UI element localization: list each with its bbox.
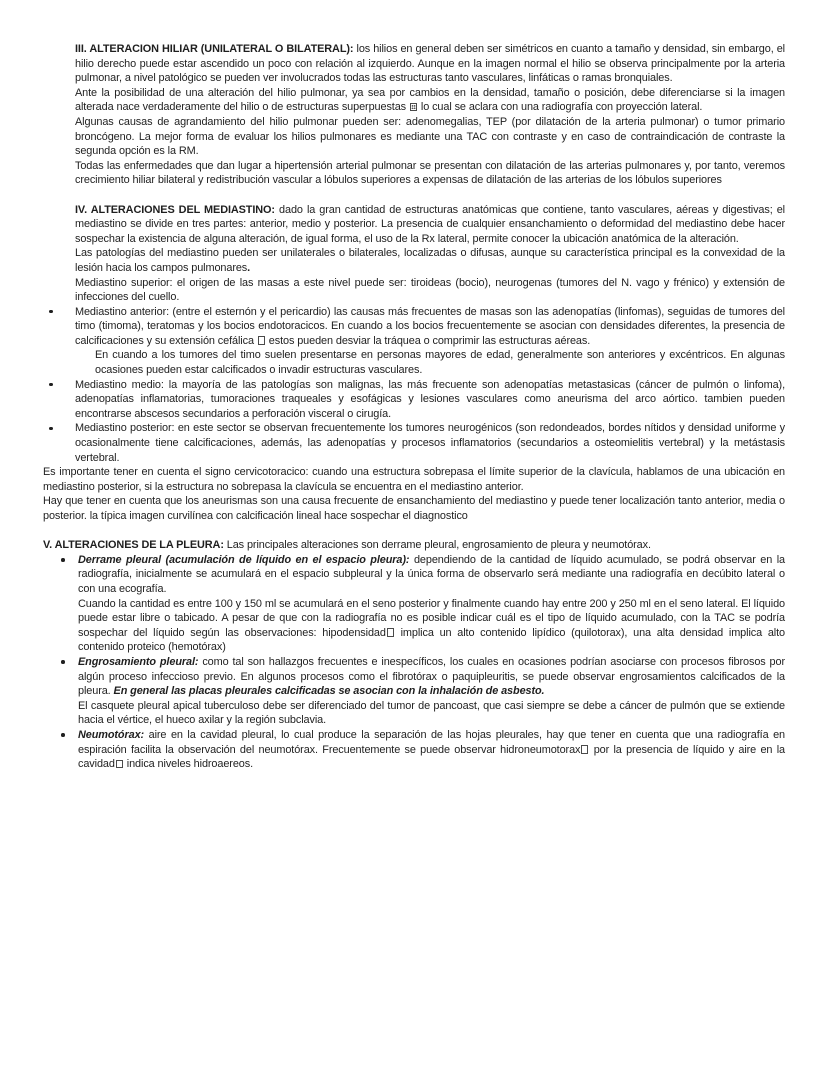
paragraph bbox=[75, 246, 785, 275]
bullet-text: indica niveles hidroaereos. bbox=[123, 758, 254, 771]
paragraph bbox=[43, 538, 785, 553]
missing-glyph-icon bbox=[258, 336, 265, 345]
paragraph-text: dado la gran cantidad de estructuras anatómicas que contiene, tanto vasculares, aéreas y digestivas; el mediastino se divide en tres partes: anterior, medio y posterior. La presencia de cualquier ensanchamiento o deformidad del mediastino debe hacer sospechar la existencia de alguna alteración, de igual forma, el uso de la Rx lateral, permite conocer la ubicación anatómica de la alteración. bbox=[75, 203, 785, 245]
paragraph-text: Ante la posibilidad de una alteración del hilio pulmonar, ya sea por cambios en la densidad, tamaño o posición, debe diferenciarse si la imagen alterada nace verdaderamente del hilio o de estructuras superpuestas bbox=[75, 86, 785, 114]
paragraph-text: implica un alto contenido lipídico (quilotorax), una alta densidad implica alto contenido proteico (hemotórax) bbox=[78, 626, 785, 654]
paragraph-text: los hilios en general deben ser simétricos en cuanto a tamaño y densidad, sin embargo, el hilio derecho puede estar ascendido un poco con relación al izquierdo. Aunque en la imagen normal el hilio se observa principalmente por la arteria pulmonar, a nivel patológico se pueden ver involucrados todas las estructuras tanto vasculares, linfáticas o ramas bronquiales. bbox=[75, 43, 785, 85]
bullet-item-engrosamiento-pleural bbox=[43, 655, 785, 728]
section-heading-iii: III. ALTERACION HILIAR (UNILATERAL O BILATERAL): bbox=[75, 43, 354, 55]
paragraph-text: Las principales alteraciones son derrame pleural, engrosamiento de pleura y neumotórax. bbox=[223, 539, 651, 552]
paragraph: Todas las enfermedades que dan lugar a hipertensión arterial pulmonar se presentan con dilatación de las arterias pulmonares y, por tanto, veremos crecimiento hiliar bilateral y redistribución vascular a lóbulos superiores a expensas de dilatación de las arterias de los lóbulos superiores bbox=[75, 159, 785, 187]
bullet-lead: Engrosamiento pleural: bbox=[78, 655, 199, 668]
paragraph: Mediastino superior: el origen de las masas a este nivel puede ser: tiroideas (bocio), neurogenas (tumores del N. vago y frénico) y extensión de infecciones del cuello. bbox=[75, 276, 785, 304]
bullet-item-mediastino-medio: Mediastino medio: la mayoría de las patologías son malignas, las más frecuente son adenopatías metastasicas (cáncer de pulmón o linfoma), adenopatías inflamatorias, tumoraciones traqueales y esofágicas y lesiones vasculares como aneurisma del arco aórtico. tambien pueden encontrarse abscesos secundarios a perforación visceral o cirugía. bbox=[43, 378, 785, 422]
section-alteracion-hiliar bbox=[43, 42, 785, 188]
sub-paragraph bbox=[78, 597, 785, 655]
bullet-list-mediastino bbox=[43, 305, 785, 466]
bullet-text: como tal son hallazgos frecuentes e inespecíficos, los cuales en ocasiones podrían asociarse con procesos fibrosos por algún proceso infeccioso previo. En algunos procesos como el fibrotórax o paquipleuritis, se puede observar engrosamientos calcificados de la pleura. bbox=[78, 655, 785, 698]
emphasis-text: En general las placas pleurales calcificadas se asocian con la inhalación de asbesto. bbox=[113, 685, 545, 698]
section-heading-iv: IV. ALTERACIONES DEL MEDIASTINO: bbox=[75, 203, 275, 216]
bold-period: . bbox=[247, 261, 251, 274]
bullet-item-neumotorax bbox=[43, 728, 785, 772]
bullet-lead: Derrame pleural (acumulación de líquido en el espacio pleura): bbox=[78, 553, 410, 566]
missing-glyph-icon bbox=[387, 628, 394, 637]
missing-glyph-icon bbox=[581, 745, 588, 754]
paragraph bbox=[75, 42, 785, 86]
bullet-text: aire en la cavidad pleural, lo cual produce la separación de las hojas pleurales, hay que tener en cuenta que una radiografía en espiración facilita la observación del neumotórax. Frecuentemente se puede observar hidroneumotorax bbox=[78, 728, 785, 756]
paragraph-text: Cuando la cantidad es entre 100 y 150 ml se acumulará en el seno posterior y finalmente cuando hay entre 200 y 250 ml en el seno lateral. El líquido puede estar libre o tabicado. A pesar de que con la radiografía no es posible indicar cuál es el tipo de líquido acumulado, con la TAC se podría sospechar del líquido según las observaciones: hipodensidad bbox=[78, 597, 785, 639]
paragraph-text: lo cual se aclara con una radiografía con proyección lateral. bbox=[417, 101, 703, 114]
bullet-lead: Neumotórax: bbox=[78, 728, 145, 741]
section-alteraciones-pleura bbox=[43, 538, 785, 772]
bullet-text: dependiendo de la cantidad de líquido acumulado, se podrá observar en la radiografía, inicialmente se acumulará en el espacio subpleural y la única forma de observarlo será mediante una radiografía en decúbito lateral o con una ecografía. bbox=[78, 553, 785, 595]
bullet-text: Mediastino anterior: (entre el esternón y el pericardio) las causas más frecuentes de masas son las adenopatías (linfomas), seguidas de tumores del timo (timoma), teratomas y los bocios endotoracicos. En cuando a los bocios frecuentemente se asocian con densidades diferentes, la presencia de calcificaciones y su extensión cefálica bbox=[75, 305, 785, 347]
missing-glyph-icon bbox=[116, 760, 123, 769]
sub-paragraph: En cuando a los tumores del timo suelen presentarse en personas mayores de edad, generalmente son anteriores y excéntricos. En algunas ocasiones pueden estar calcificados o invadir estructuras vasculares. bbox=[95, 349, 785, 377]
bullet-list-pleura bbox=[43, 553, 785, 772]
bullet-text: estos pueden desviar la tráquea o comprimir las estructuras aéreas. bbox=[265, 334, 591, 347]
bullet-item-mediastino-posterior: Mediastino posterior: en este sector se observan frecuentemente los tumores neurogénicos (son redondeados, bordes nítidos y densidad uniforme y ocasionalmente tiene calcificaciones, además, las adenopatías y procesos inflamatorios (secundarios a osteomielitis vertebral) y la metástasis vertebral. bbox=[43, 421, 785, 465]
bullet-item-mediastino-anterior bbox=[43, 305, 785, 378]
paragraph bbox=[75, 203, 785, 247]
paragraph bbox=[75, 86, 785, 115]
bullet-item-derrame-pleural bbox=[43, 553, 785, 655]
paragraph: Algunas causas de agrandamiento del hilio pulmonar pueden ser: adenomegalias, TEP (por dilatación de la arteria pulmonar) o tumor primario broncógeno. La mejor forma de evaluar los hilios pulmonares es mediante una TAC con contraste y en caso de contraindicación de contraste la segunda opción es la RM. bbox=[75, 115, 785, 158]
paragraph: Hay que tener en cuenta que los aneurismas son una causa frecuente de ensanchamiento del mediastino y puede tener localización tanto anterior, media o posterior. la típica imagen curvilínea con calcificación lineal hace sospechar el diagnostico bbox=[43, 495, 785, 522]
missing-glyph-icon bbox=[410, 103, 417, 112]
bullet-text: por la presencia de líquido y aire en la cavidad bbox=[78, 743, 785, 771]
section-heading-v: V. ALTERACIONES DE LA PLEURA: bbox=[43, 539, 224, 552]
sub-paragraph: El casquete pleural apical tuberculoso debe ser diferenciado del tumor de pancoast, que casi siempre se debe a cáncer de pulmón que se extiende hacia el vértice, el hueco axilar y la región subclavia. bbox=[78, 699, 785, 727]
paragraph: Es importante tener en cuenta el signo cervicotoracico: cuando una estructura sobrepasa el límite superior de la clavícula, hablamos de una ubicación en mediastino posterior, si la estructura no sobrepasa la clavícula se encuentra en el mediastino anterior. bbox=[43, 466, 785, 493]
paragraph-text: Las patologías del mediastino pueden ser unilaterales o bilaterales, localizadas o difusas, aunque su característica principal es la convexidad de la lesión hacia los campos pulmonares bbox=[75, 247, 785, 274]
section-alteraciones-mediastino bbox=[43, 203, 785, 524]
